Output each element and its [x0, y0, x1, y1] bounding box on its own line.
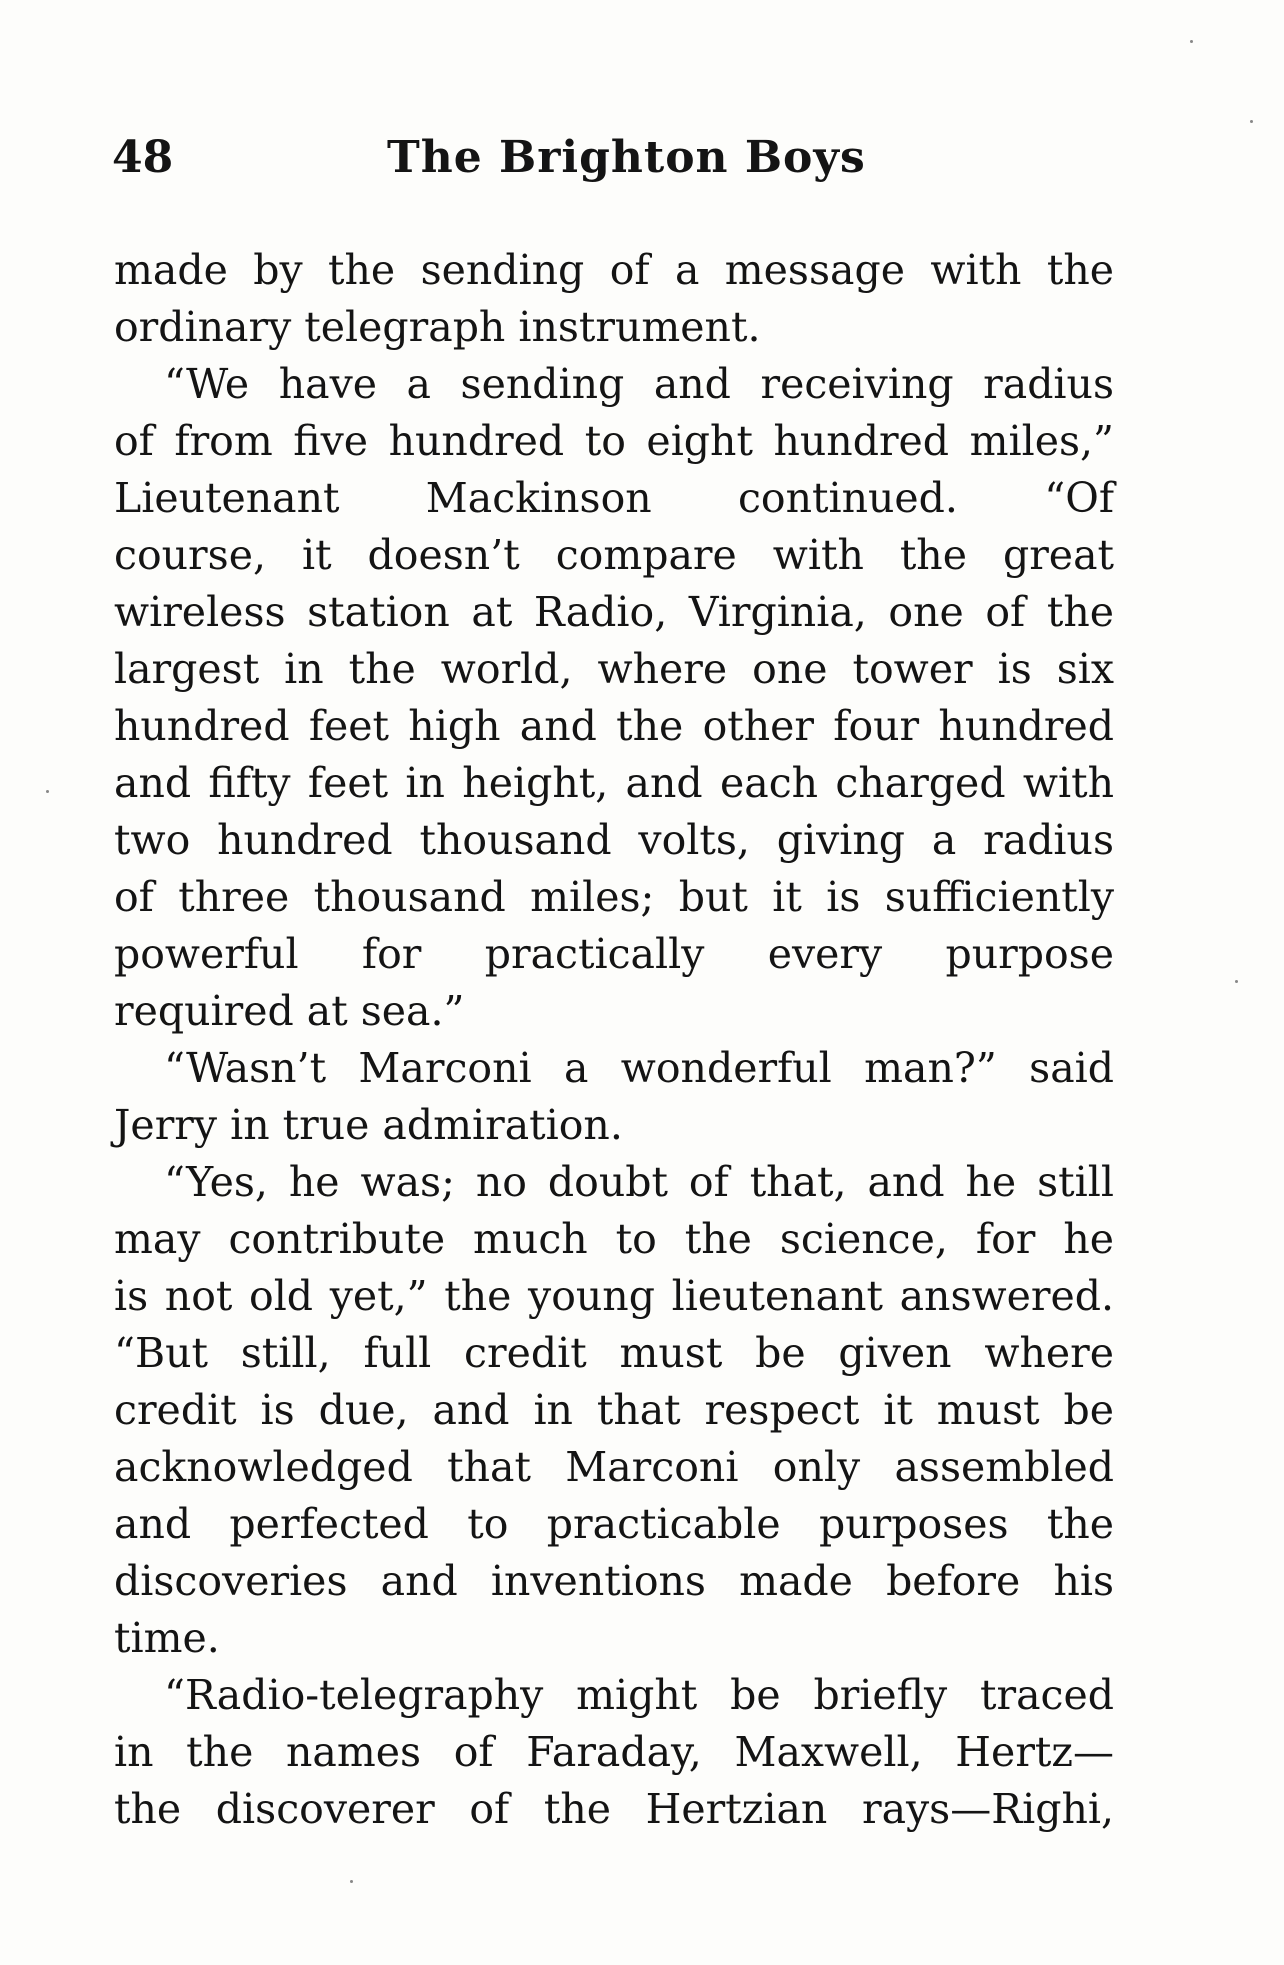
text-line: “Radio-telegraphy might be briefly traced: [164, 1671, 1114, 1719]
text-line: and perfected to practicable purposes the: [114, 1500, 1114, 1548]
text-line: required at sea.”: [114, 987, 465, 1035]
text-line: largest in the world, where one tower is six: [114, 645, 1114, 693]
scan-speck: [1250, 120, 1253, 123]
text-line: Lieutenant Mackinson continued. “Of: [114, 474, 1114, 522]
scan-speck: [46, 790, 49, 793]
text-line: “Wasn’t Marconi a wonderful man?” said: [164, 1044, 1114, 1092]
text-line: time.: [114, 1614, 220, 1662]
running-head: [112, 128, 1112, 188]
text-line: course, it doesn’t compare with the great: [114, 531, 1114, 579]
text-line: in the names of Faraday, Maxwell, Hertz—: [114, 1728, 1114, 1776]
text-line: is not old yet,” the young lieutenant answered.: [114, 1272, 1114, 1320]
body-text: [114, 242, 1114, 1838]
text-line: two hundred thousand volts, giving a radius: [114, 816, 1114, 864]
text-line: “But still, full credit must be given where: [114, 1329, 1114, 1377]
text-line: hundred feet high and the other four hundred: [114, 702, 1114, 750]
scan-speck: [1235, 980, 1238, 983]
text-line: of three thousand miles; but it is sufficiently: [114, 873, 1114, 921]
text-line: ordinary telegraph instrument.: [114, 303, 761, 351]
page-number: 48: [112, 132, 174, 183]
text-line: “We have a sending and receiving radius: [164, 360, 1114, 408]
text-line: the discoverer of the Hertzian rays—Righi,: [114, 1785, 1114, 1833]
text-line: credit is due, and in that respect it must be: [114, 1386, 1114, 1434]
text-line: and fifty feet in height, and each charged with: [114, 759, 1114, 807]
text-line: made by the sending of a message with the: [114, 246, 1114, 294]
text-line: acknowledged that Marconi only assembled: [114, 1443, 1114, 1491]
text-line: discoveries and inventions made before his: [114, 1557, 1114, 1605]
text-line: wireless station at Radio, Virginia, one of the: [114, 588, 1114, 636]
text-line: may contribute much to the science, for he: [114, 1215, 1114, 1263]
text-line: Jerry in true admiration.: [114, 1101, 623, 1149]
text-line: of from five hundred to eight hundred miles,”: [114, 417, 1114, 465]
book-title: The Brighton Boys: [387, 132, 866, 183]
text-line: powerful for practically every purpose: [114, 930, 1114, 978]
scan-speck: [350, 1880, 353, 1883]
scan-speck: [1190, 40, 1193, 43]
text-line: “Yes, he was; no doubt of that, and he still: [164, 1158, 1114, 1206]
